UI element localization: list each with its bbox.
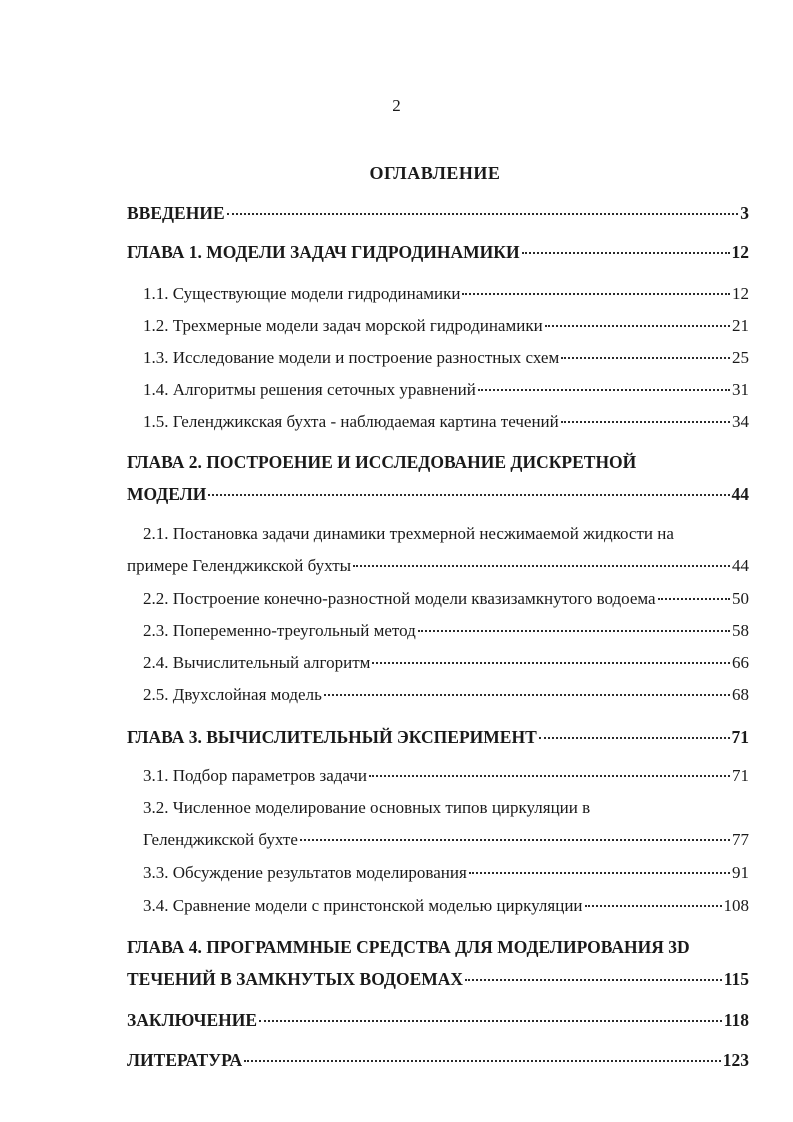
toc-entry-section-3-1 xyxy=(143,766,749,792)
toc-entry-section-3-2 xyxy=(143,830,749,856)
toc-entry-section-2-3 xyxy=(143,621,749,647)
toc-entry-title: примере Геленджикской бухты xyxy=(127,556,352,575)
dot-leader xyxy=(545,325,730,327)
toc-entry-conclusion xyxy=(127,1010,749,1036)
dot-leader xyxy=(369,775,730,777)
dot-leader xyxy=(244,1060,721,1062)
toc-entry-title: 2.3. Попеременно-треугольный метод xyxy=(143,621,416,640)
toc-entry-title: ЗАКЛЮЧЕНИЕ xyxy=(127,1010,258,1030)
toc-entry-section-1-1 xyxy=(143,284,749,310)
toc-entry-chapter-4 xyxy=(127,969,749,995)
toc-entry-title: ВВЕДЕНИЕ xyxy=(127,203,225,223)
toc-entry-title: 1.2. Трехмерные модели задач морской гидродинамики xyxy=(143,316,543,335)
dot-leader xyxy=(353,565,730,567)
dot-leader xyxy=(372,662,730,664)
toc-entry-title: 3.4. Сравнение модели с принстонской моделью циркуляции xyxy=(143,896,583,915)
toc-entry-title: 1.3. Исследование модели и построение разностных схем xyxy=(143,348,560,367)
dot-leader xyxy=(462,293,730,295)
toc-entry-references xyxy=(127,1050,749,1076)
toc-entry-title: Геленджикской бухте xyxy=(143,830,298,849)
toc-entry-page: 108 xyxy=(723,896,749,915)
toc-entry-page: 118 xyxy=(723,1010,749,1030)
toc-entry-chapter-1 xyxy=(127,242,749,268)
toc-entry-page: 21 xyxy=(732,316,749,335)
page-number: 2 xyxy=(392,96,401,115)
dot-leader xyxy=(227,213,739,215)
dot-leader xyxy=(465,979,722,981)
toc-entry-page: 91 xyxy=(732,863,749,882)
toc-entry-section-2-4 xyxy=(143,653,749,679)
toc-entry-section-1-3 xyxy=(143,348,749,374)
toc-entry-page: 123 xyxy=(722,1050,749,1070)
toc-entry-title: 2.5. Двухслойная модель xyxy=(143,685,322,704)
toc-entry-section-1-4 xyxy=(143,380,749,406)
toc-entry-section-2-1 xyxy=(127,556,749,582)
toc-entry-section-3-3 xyxy=(143,863,749,889)
toc-entry-chapter-4-title: ГЛАВА 4. ПРОГРАММНЫЕ СРЕДСТВА ДЛЯ МОДЕЛИРОВАНИЯ 3D xyxy=(127,937,690,957)
toc-entry-title: МОДЕЛИ xyxy=(127,484,207,504)
toc-entry-title: ГЛАВА 1. МОДЕЛИ ЗАДАЧ ГИДРОДИНАМИКИ xyxy=(127,242,520,262)
dot-leader xyxy=(418,630,730,632)
toc-entry-section-1-5 xyxy=(143,412,749,438)
dot-leader xyxy=(469,872,730,874)
dot-leader xyxy=(324,694,730,696)
toc-entry-page: 12 xyxy=(731,242,749,262)
dot-leader xyxy=(478,389,730,391)
dot-leader xyxy=(561,357,730,359)
toc-entry-page: 12 xyxy=(732,284,749,303)
toc-entry-page: 3 xyxy=(740,203,749,223)
toc-entry-section-3-4 xyxy=(143,896,749,922)
toc-entry-page: 25 xyxy=(732,348,749,367)
toc-entry-page: 31 xyxy=(732,380,749,399)
toc-heading: ОГЛАВЛЕНИЕ xyxy=(369,163,501,183)
dot-leader xyxy=(522,252,730,254)
dot-leader xyxy=(259,1020,722,1022)
toc-entry-title: 1.1. Существующие модели гидродинамики xyxy=(143,284,461,303)
toc-entry-section-2-1-title: 2.1. Постановка задачи динамики трехмерной несжимаемой жидкости на xyxy=(143,524,674,543)
dot-leader xyxy=(585,905,722,907)
toc-entry-section-2-2 xyxy=(143,589,749,615)
toc-entry-section-3-2-title: 3.2. Численное моделирование основных типов циркуляции в xyxy=(143,798,591,817)
toc-entry-page: 71 xyxy=(731,727,749,747)
toc-entry-title: 1.4. Алгоритмы решения сеточных уравнений xyxy=(143,380,476,399)
toc-entry-page: 58 xyxy=(732,621,749,640)
toc-entry-page: 50 xyxy=(732,589,749,608)
toc-entry-page: 115 xyxy=(723,969,749,989)
toc-entry-page: 34 xyxy=(732,412,749,431)
toc-entry-title: 3.1. Подбор параметров задачи xyxy=(143,766,367,785)
dot-leader xyxy=(300,839,730,841)
toc-entry-title: ЛИТЕРАТУРА xyxy=(127,1050,243,1070)
toc-entry-chapter-2-title: ГЛАВА 2. ПОСТРОЕНИЕ И ИССЛЕДОВАНИЕ ДИСКРЕТНОЙ xyxy=(127,452,637,472)
toc-entry-title: ТЕЧЕНИЙ В ЗАМКНУТЫХ ВОДОЕМАХ xyxy=(127,969,464,989)
toc-entry-page: 66 xyxy=(732,653,749,672)
toc-entry-title: ГЛАВА 3. ВЫЧИСЛИТЕЛЬНЫЙ ЭКСПЕРИМЕНТ xyxy=(127,727,537,747)
toc-entry-title: 2.4. Вычислительный алгоритм xyxy=(143,653,371,672)
toc-entry-page: 44 xyxy=(731,484,749,504)
toc-entry-page: 71 xyxy=(732,766,749,785)
toc-entry-title: 1.5. Геленджикская бухта - наблюдаемая картина течений xyxy=(143,412,559,431)
toc-entry-chapter-3 xyxy=(127,727,749,753)
toc-entry-page: 44 xyxy=(732,556,749,575)
toc-entry-intro xyxy=(127,203,749,229)
dot-leader xyxy=(561,421,730,423)
toc-entry-chapter-2 xyxy=(127,484,749,510)
toc-entry-section-2-5 xyxy=(143,685,749,711)
toc-entry-title: 3.3. Обсуждение результатов моделирования xyxy=(143,863,467,882)
toc-entry-page: 68 xyxy=(732,685,749,704)
dot-leader xyxy=(539,737,730,739)
dot-leader xyxy=(658,598,730,600)
dot-leader xyxy=(208,494,729,496)
toc-entry-page: 77 xyxy=(732,830,749,849)
toc-entry-title: 2.2. Построение конечно-разностной модели квазизамкнутого водоема xyxy=(143,589,656,608)
toc-entry-section-1-2 xyxy=(143,316,749,342)
